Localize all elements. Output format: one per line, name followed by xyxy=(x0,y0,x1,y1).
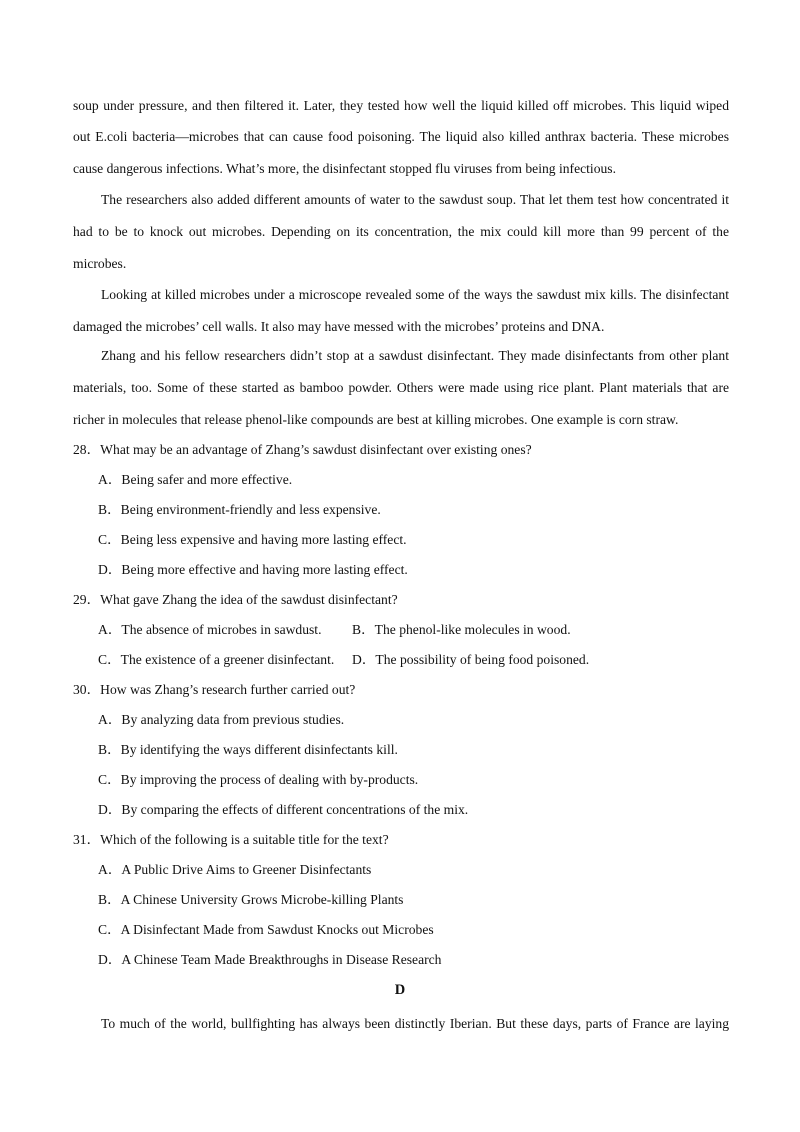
question-option[interactable]: C．By improving the process of dealing with by-products. xyxy=(98,772,419,787)
question-option[interactable]: A．A Public Drive Aims to Greener Disinfectants xyxy=(98,862,372,877)
question-option[interactable]: B．A Chinese University Grows Microbe-killing Plants xyxy=(98,892,404,907)
question-option[interactable]: A．The absence of microbes in sawdust. xyxy=(98,622,322,637)
question-option[interactable]: D．The possibility of being food poisoned. xyxy=(352,652,590,667)
question-option[interactable]: C．Being less expensive and having more lasting effect. xyxy=(98,532,407,547)
question-option[interactable]: D．Being more effective and having more lasting effect. xyxy=(98,562,408,577)
passage-line: had to be to knock out microbes. Depending on its concentration, the mix could kill more than 99 percent of the xyxy=(73,224,729,239)
question-option[interactable]: D．By comparing the effects of different concentrations of the mix. xyxy=(98,802,469,817)
passage-line: damaged the microbes’ cell walls. It also may have messed with the microbes’ proteins and DNA. xyxy=(73,319,605,334)
passage-line: The researchers also added different amounts of water to the sawdust soup. That let them test how concentrated it xyxy=(101,192,729,207)
question-stem: 31．Which of the following is a suitable title for the text? xyxy=(73,832,389,847)
passage-line: cause dangerous infections. What’s more, the disinfectant stopped flu viruses from being infectious. xyxy=(73,161,616,176)
question-option[interactable]: B．Being environment-friendly and less expensive. xyxy=(98,502,381,517)
passage-line: Zhang and his fellow researchers didn’t stop at a sawdust disinfectant. They made disinfectants from other plant xyxy=(101,348,729,363)
passage-line: out E.coli bacteria—microbes that can cause food poisoning. The liquid also killed anthrax bacteria. These microbes xyxy=(73,129,729,144)
question-option[interactable]: C．The existence of a greener disinfectant. xyxy=(98,652,335,667)
passage-line: To much of the world, bullfighting has always been distinctly Iberian. But these days, parts of France are laying xyxy=(101,1016,729,1031)
passage-line: Looking at killed microbes under a microscope revealed some of the ways the sawdust mix kills. The disinfectant xyxy=(101,287,729,302)
question-option[interactable]: B．The phenol-like molecules in wood. xyxy=(352,622,571,637)
question-stem: 28．What may be an advantage of Zhang’s sawdust disinfectant over existing ones? xyxy=(73,442,532,457)
question-option[interactable]: D．A Chinese Team Made Breakthroughs in Disease Research xyxy=(98,952,442,967)
question-option[interactable]: A．By analyzing data from previous studies. xyxy=(98,712,345,727)
question-option[interactable]: A．Being safer and more effective. xyxy=(98,472,293,487)
question-stem: 29．What gave Zhang the idea of the sawdust disinfectant? xyxy=(73,592,398,607)
passage-line: soup under pressure, and then filtered it. Later, they tested how well the liquid killed off microbes. This liquid wiped xyxy=(73,98,729,113)
question-option[interactable]: C．A Disinfectant Made from Sawdust Knocks out Microbes xyxy=(98,922,434,937)
passage-line: materials, too. Some of these started as bamboo powder. Others were made using rice plant. Plant materials that are xyxy=(73,380,729,395)
question-option[interactable]: B．By identifying the ways different disinfectants kill. xyxy=(98,742,398,757)
section-heading: D xyxy=(394,982,406,998)
passage-line: microbes. xyxy=(73,256,127,271)
question-stem: 30．How was Zhang’s research further carried out? xyxy=(73,682,356,697)
passage-line: richer in molecules that release phenol-like compounds are best at killing microbes. One example is corn straw. xyxy=(73,412,679,427)
